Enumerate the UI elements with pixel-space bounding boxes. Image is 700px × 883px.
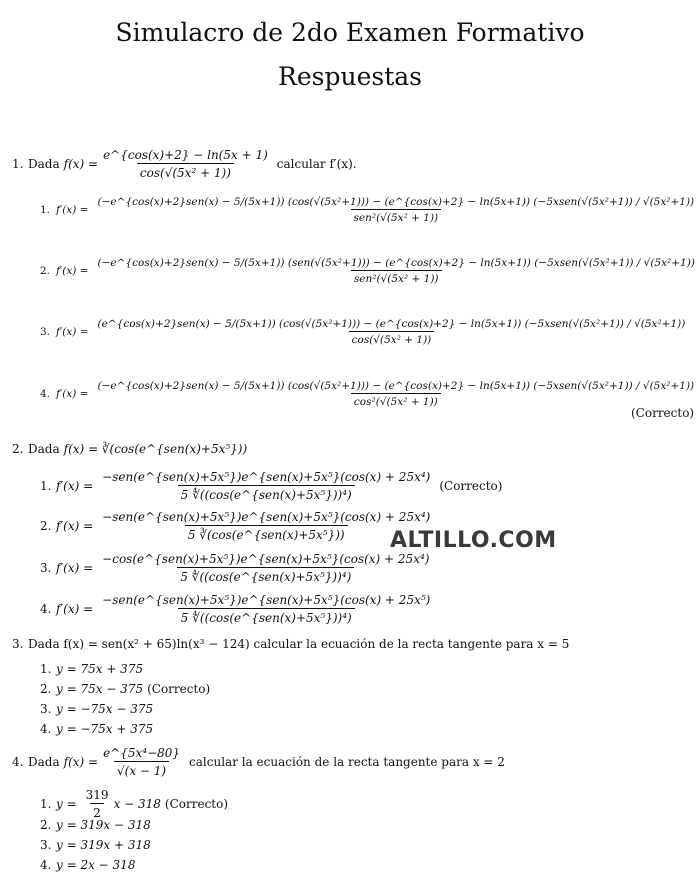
q4-option-3: 3. y = 319x + 318 bbox=[40, 838, 151, 852]
question-1-function: $\frac{e\^{}\{\cos(x)+2\} - \ln(5x + 1)}{\text{cos(√(5x² + 1))}}$ bbox=[103, 148, 268, 180]
q2-option-4: 4. f′(x) = $\frac{\text{−sen(e\textasciicircum{}\{sen(x)+5x⁵\})e\textasciicircum{}\{sen(x)+5x⁵\}(cos(x) + 25x⁵)}}{\text{5 ∜((cos(e\textasciicircum{}\{sen(x)+5x⁵\}))⁴)}}$ bbox=[40, 593, 431, 625]
q2-option-3: 3. f′(x) = $\frac{\text{−cos(e\textasciicircum{}\{sen(x)+5x⁵\})e\textasciicircum{}\{sen(x)+5x⁵\}(cos(x) + 25x⁴)}}{\text{5 ∜((cos(e\textasciicircum{}\{sen(x)+5x⁵\}))⁴)}}$ bbox=[40, 552, 430, 584]
page-subtitle: Respuestas bbox=[278, 62, 422, 91]
question-4: 4. Dada f(x) = $\frac{\text{e\textasciicircum{}\{5x⁴−80\}}}{√(x - 1)}$ calcular la ecuación de la recta tangente para x = 2 bbox=[12, 746, 505, 778]
correct-tag: (Correcto) bbox=[439, 479, 503, 493]
q1-option-2: 2. f′(x) = (−e^{cos(x)+2}sen(x) − 5/(5x+1)) (sen(√(5x²+1))) − (e^{cos(x)+2} − ln(5x+1)) (−5xsen(√(5x²+1)) / √(5x²+1)) sen²(√(5x² + 1)) bbox=[40, 257, 695, 285]
q1-option-4: 4. f′(x) = (−e^{cos(x)+2}sen(x) − 5/(5x+1)) (cos(√(5x²+1))) − (e^{cos(x)+2} − ln(5x+1)) (−5xsen(√(5x²+1)) / √(5x²+1)) cos²(√(5x² + 1)) bbox=[40, 380, 695, 408]
q1-option-1: 1. f′(x) = (−e^{cos(x)+2}sen(x) − 5/(5x+1)) (cos(√(5x²+1))) − (e^{cos(x)+2} − ln(5x+1)) (−5xsen(√(5x²+1)) / √(5x²+1)) sen²(√(5x² + 1)) bbox=[40, 196, 695, 224]
question-3: 3. Dada f(x) = sen(x² + 65)ln(x³ − 124) calcular la ecuación de la recta tangente para x = 5 bbox=[12, 637, 570, 651]
q2-option-1: 1. f′(x) = $\frac{\text{−sen(e\textasciicircum{}\{sen(x)+5x⁵\})e\textasciicircum{}\{sen(x)+5x⁵\}(cos(x) + 25x⁴)}}{\text{5 ∜((cos(e\textasciicircum{}\{sen(x)+5x⁵\}))⁴)}}$ (Correcto) bbox=[40, 470, 503, 502]
q4-option-2: 2. y = 319x − 318 bbox=[40, 818, 151, 832]
q4-option-1: 1. y = $\frac{319}{2}$ x − 318 (Correcto) bbox=[40, 788, 229, 820]
correct-tag: (Correcto) bbox=[147, 682, 211, 696]
q3-option-1: 1. y = 75x + 375 bbox=[40, 662, 144, 676]
q2-option-2: 2. f′(x) = $\frac{\text{−sen(e\textasciicircum{}\{sen(x)+5x⁵\})e\textasciicircum{}\{sen(x)+5x⁵\}(cos(x) + 25x⁴)}}{\text{5 ∛(cos(e\textasciicircum{}\{sen(x)+5x⁵\}))}}$ bbox=[40, 510, 431, 542]
question-2: 2. Dada f(x) = ∛(cos(e^{sen(x)+5x⁵})) bbox=[12, 442, 248, 456]
q3-option-3: 3. y = −75x − 375 bbox=[40, 702, 154, 716]
q3-option-2: 2. y = 75x − 375 (Correcto) bbox=[40, 682, 211, 696]
page-title: Simulacro de 2do Examen Formativo bbox=[115, 18, 585, 47]
q4-option-4: 4. y = 2x − 318 bbox=[40, 858, 136, 872]
question-1: 1. Dada f(x) = $\frac{e\^{}\{\cos(x)+2\} - \ln(5x + 1)}{\text{cos(√(5x² + 1))}}$ calcular f′(x). bbox=[12, 148, 357, 180]
correct-tag: (Correcto) bbox=[631, 406, 695, 420]
q3-option-4: 4. y = −75x + 375 bbox=[40, 722, 154, 736]
q1-option-3: 3. f′(x) = (e^{cos(x)+2}sen(x) − 5/(5x+1)) (cos(√(5x²+1))) − (e^{cos(x)+2} − ln(5x+1)) (−5xsen(√(5x²+1)) / √(5x²+1)) cos(√(5x² + 1)) bbox=[40, 318, 686, 346]
watermark: ALTILLO.COM bbox=[390, 528, 557, 553]
correct-tag: (Correcto) bbox=[164, 797, 229, 811]
